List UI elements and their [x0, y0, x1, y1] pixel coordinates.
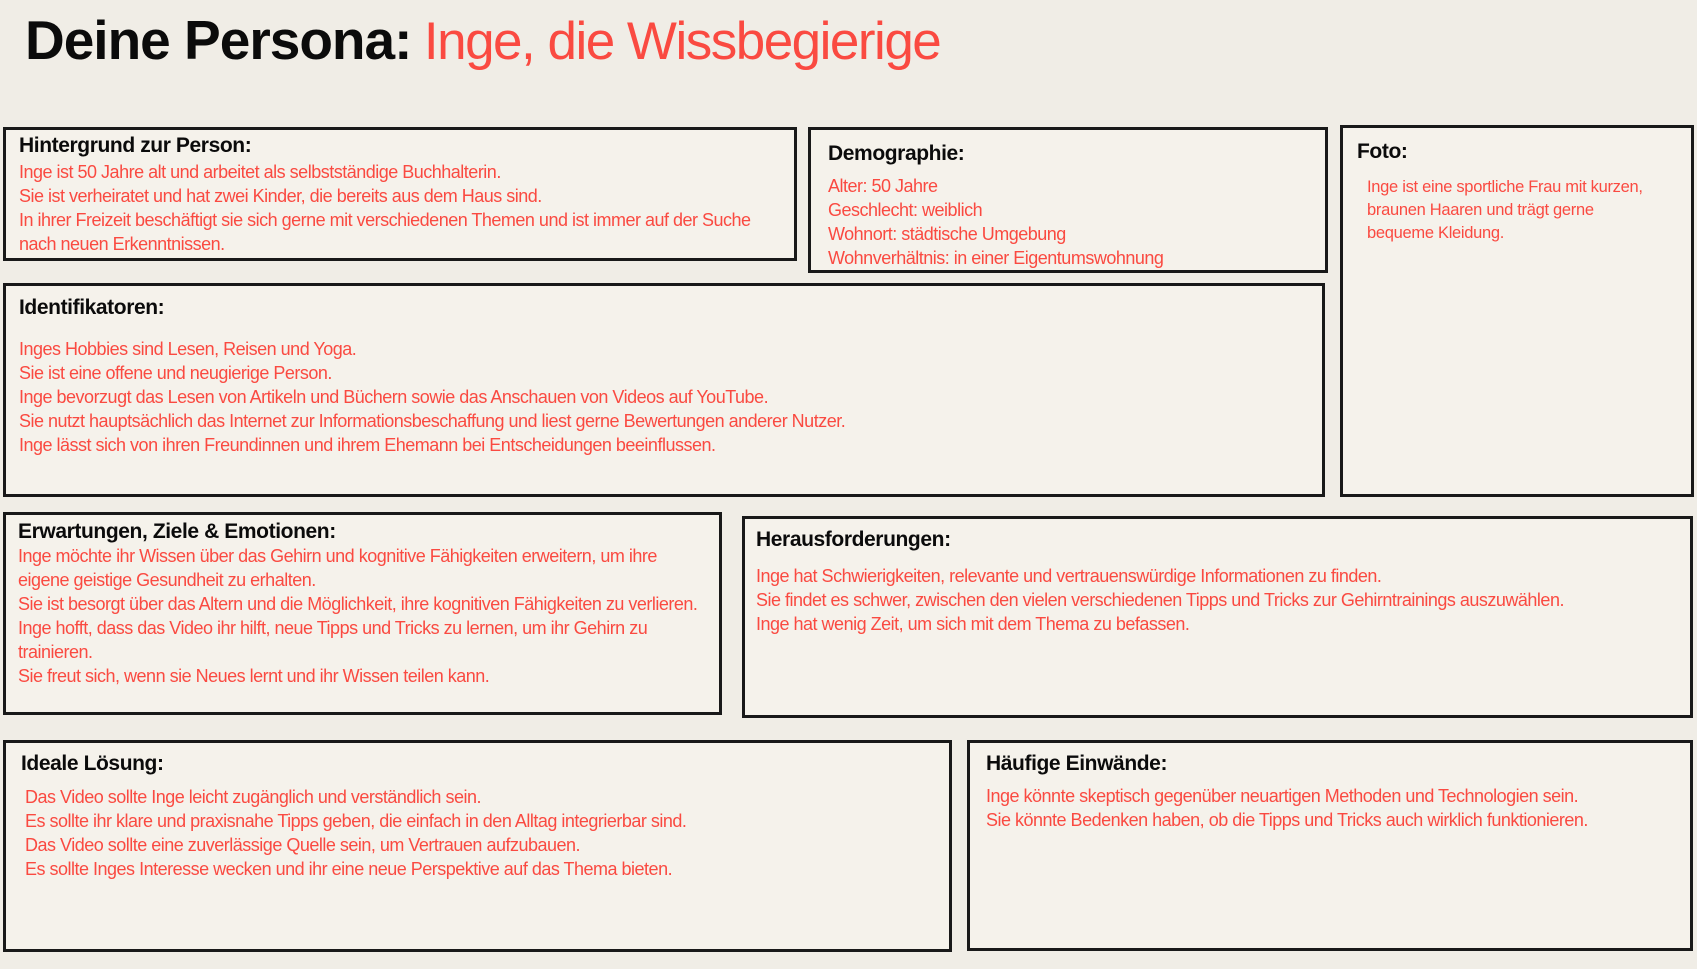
- text-line: Inge hofft, dass das Video ihr hilft, neue Tipps und Tricks zu lernen, um ihr Gehirn zu trainieren.: [18, 618, 648, 662]
- section-identifikatoren: [3, 283, 1325, 497]
- section-title: Häufige Einwände:: [986, 752, 1168, 775]
- section-title: Hintergrund zur Person:: [19, 134, 252, 157]
- section-herausforderungen: [742, 516, 1693, 718]
- text-line: Geschlecht: weiblich: [828, 200, 983, 220]
- persona-name: Inge, die Wissbegierige: [423, 12, 941, 71]
- section-body: [18, 544, 703, 688]
- section-title: Demographie:: [828, 142, 965, 165]
- text-line: Inge hat wenig Zeit, um sich mit dem Thema zu befassen.: [756, 614, 1190, 634]
- section-body: [21, 785, 935, 881]
- text-line: Inges Hobbies sind Lesen, Reisen und Yoga.: [19, 339, 357, 359]
- section-title: Identifikatoren:: [19, 296, 165, 319]
- section-hintergrund: [3, 127, 797, 261]
- section-body: [828, 174, 1311, 270]
- text-line: Sie könnte Bedenken haben, ob die Tipps und Tricks auch wirklich funktionieren.: [986, 810, 1588, 830]
- section-haeufige-einwaende: [967, 740, 1693, 951]
- text-line: Sie nutzt hauptsächlich das Internet zur Informationsbeschaffung und liest gerne Bewertungen anderer Nutzer.: [19, 411, 846, 431]
- section-title: Erwartungen, Ziele & Emotionen:: [18, 520, 336, 543]
- section-title: Ideale Lösung:: [21, 752, 164, 775]
- text-line: Inge bevorzugt das Lesen von Artikeln und Büchern sowie das Anschauen von Videos auf YouTube.: [19, 387, 769, 407]
- text-line: Es sollte ihr klare und praxisnahe Tipps geben, die einfach in den Alltag integrierbar sind.: [25, 811, 687, 831]
- text-line: Sie ist verheiratet und hat zwei Kinder, die bereits aus dem Haus sind.: [19, 186, 542, 206]
- section-title: Foto:: [1357, 140, 1408, 163]
- text-line: Es sollte Inges Interesse wecken und ihr eine neue Perspektive auf das Thema bieten.: [25, 859, 673, 879]
- text-line: Sie ist besorgt über das Altern und die Möglichkeit, ihre kognitiven Fähigkeiten zu verlieren.: [18, 594, 698, 614]
- text-line: Inge ist eine sportliche Frau mit kurzen,: [1367, 178, 1643, 196]
- section-body: [986, 784, 1676, 832]
- text-line: Inge könnte skeptisch gegenüber neuartigen Methoden und Technologien sein.: [986, 786, 1579, 806]
- section-body: [19, 160, 780, 256]
- text-line: Sie freut sich, wenn sie Neues lernt und ihr Wissen teilen kann.: [18, 666, 490, 686]
- text-line: In ihrer Freizeit beschäftigt sie sich gerne mit verschiedenen Themen und ist immer auf der Suche nach neuen Erkenntnissen.: [19, 210, 751, 254]
- section-foto: [1340, 125, 1694, 497]
- text-line: Inge ist 50 Jahre alt und arbeitet als selbstständige Buchhalterin.: [19, 162, 501, 182]
- section-erwartungen-ziele-emotionen: [3, 512, 722, 715]
- section-body: [1357, 176, 1677, 245]
- text-line: bequeme Kleidung.: [1367, 224, 1505, 242]
- text-line: Alter: 50 Jahre: [828, 176, 938, 196]
- text-line: Wohnort: städtische Umgebung: [828, 224, 1066, 244]
- text-line: Wohnverhältnis: in einer Eigentumswohnung: [828, 248, 1164, 268]
- section-title: Herausforderungen:: [756, 528, 951, 551]
- text-line: Sie ist eine offene und neugierige Person.: [19, 363, 332, 383]
- text-line: Inge lässt sich von ihren Freundinnen und ihrem Ehemann bei Entscheidungen beeinflussen.: [19, 435, 716, 455]
- text-line: Das Video sollte Inge leicht zugänglich und verständlich sein.: [25, 787, 481, 807]
- page-title-label: Deine Persona:: [25, 9, 412, 71]
- page-title: [25, 6, 1625, 89]
- text-line: Das Video sollte eine zuverlässige Quelle sein, um Vertrauen aufzubauen.: [25, 835, 581, 855]
- section-demographie: [808, 127, 1328, 273]
- section-ideale-loesung: [3, 740, 952, 952]
- section-body: [756, 564, 1676, 636]
- section-body: [19, 337, 1308, 457]
- text-line: braunen Haaren und trägt gerne: [1367, 201, 1594, 219]
- text-line: Inge möchte ihr Wissen über das Gehirn und kognitive Fähigkeiten erweitern, um ihre eigene geistige Gesundheit zu erhalten.: [18, 546, 657, 590]
- text-line: Sie findet es schwer, zwischen den vielen verschiedenen Tipps und Tricks zur Gehirntrainings auszuwählen.: [756, 590, 1564, 610]
- text-line: Inge hat Schwierigkeiten, relevante und vertrauenswürdige Informationen zu finden.: [756, 566, 1382, 586]
